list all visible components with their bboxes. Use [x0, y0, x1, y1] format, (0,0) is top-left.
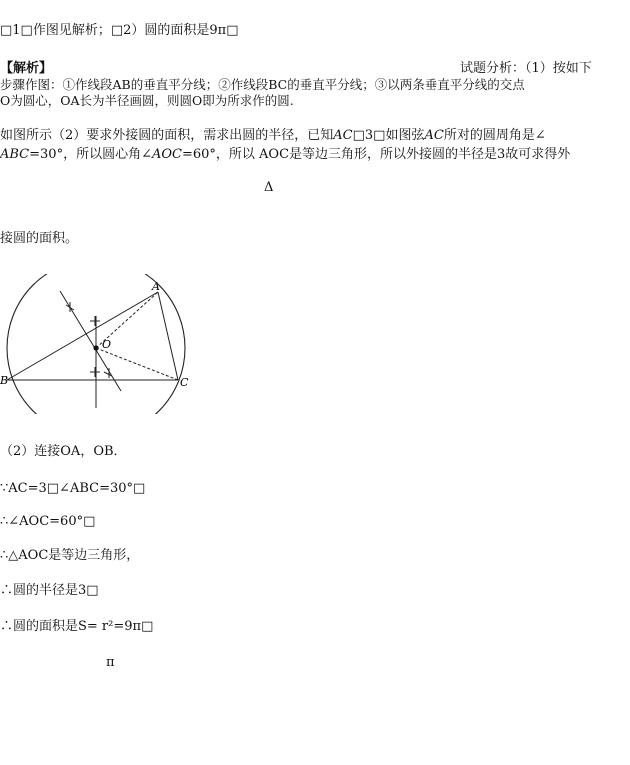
analysis-text: =60°，所以 AOC是等边三角形，所以外接圆的半径是3故可求得外	[181, 147, 571, 162]
delta-symbol: Δ	[264, 180, 274, 195]
label-o: O	[102, 338, 112, 351]
analysis-line-3: O为圆心，OA长为半径画圆，则圆O即为所求作的圆.	[0, 93, 294, 108]
analysis-text: 所对的圆周角是∠	[443, 128, 546, 143]
segment-ab	[7, 292, 158, 380]
analysis-heading: 【解析】	[0, 61, 53, 76]
answer-line: □1□作图见解析；□2）圆的面积是9π□	[0, 23, 239, 38]
analysis-line-4	[0, 128, 546, 144]
center-point	[93, 345, 98, 350]
analysis-line-5	[0, 147, 570, 163]
segment-ac: AC	[424, 128, 444, 143]
analysis-text: □3□如图弦	[352, 128, 425, 143]
label-a: A	[152, 280, 160, 293]
solution-step-6: ∴圆的面积是S= r²=9π□	[0, 619, 154, 634]
segment-ac: AC	[333, 128, 353, 143]
geometry-figure	[0, 274, 200, 414]
angle-abc: ABC	[0, 147, 30, 162]
analysis-intro-right: 试题分析：（1）按如下	[460, 61, 592, 76]
solution-step-3: ∴∠AOC=60°□	[0, 514, 96, 529]
analysis-line-6: 接圆的面积。	[0, 231, 79, 246]
label-b: B	[0, 374, 9, 387]
analysis-line-2: 步骤作图：①作线段AB的垂直平分线；②作线段BC的垂直平分线；③以两条垂直平分线的交点	[0, 77, 525, 92]
solution-step-5: ∴圆的半径是3□	[0, 583, 99, 598]
label-c: C	[180, 376, 189, 389]
analysis-text: =30°，所以圆心角∠	[29, 147, 152, 162]
radius-oc	[96, 348, 178, 380]
pi-symbol: π	[106, 655, 115, 670]
angle-aoc: AOC	[151, 147, 182, 162]
solution-step-1: （2）连接OA，OB．	[0, 444, 127, 459]
solution-step-4: ∴△AOC是等边三角形，	[0, 548, 140, 563]
solution-step-2: ∵AC=3□∠ABC=30°□	[0, 481, 146, 496]
analysis-text: 如图所示（2）要求外接圆的面积，需求出圆的半径，已知	[0, 128, 334, 143]
segment-ac	[158, 292, 178, 380]
